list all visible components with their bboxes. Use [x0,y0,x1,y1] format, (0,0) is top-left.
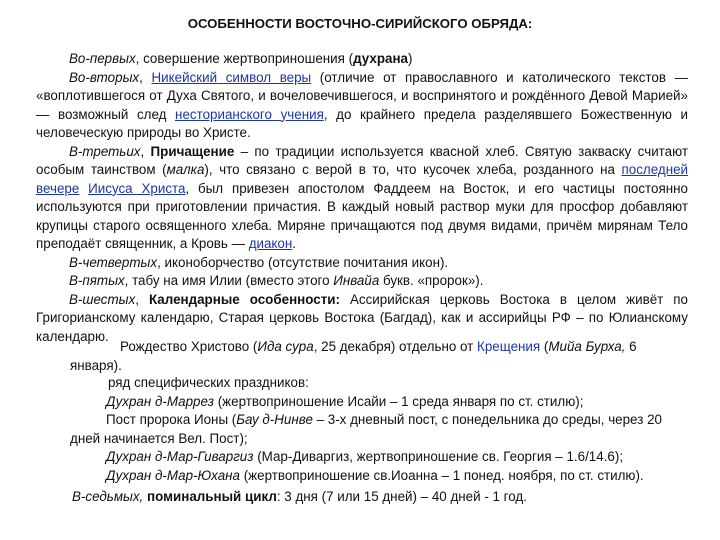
text: ( [540,339,549,354]
text: , был привезен апостолом Фаддеем на Восток, и его частицы постоянно используются при приготовлении причастия. В каждый новый раствор муки для просфор добавляют крупицы старого освященного хлеба. Миряне причащаются под двумя видами, причём мирянам Тело преподаёт священник, а Кровь — [36,180,688,251]
memorial-cycle [72,488,690,507]
term-memorial-cycle: поминальный цикл [147,489,277,504]
text: (жертвоприношение Исайи – 1 среда января по ст. стилю); [213,393,584,409]
text: Ассирийская церковь Востока в целом живёт по Григорианскому календарю, Старая церковь Востока (Багдад), как и ассирийцы РФ – по Юлианскому календарю. [36,291,688,344]
text: ) [407,51,413,66]
lead-seventh: В-седьмых, [72,489,144,504]
term-dukhran-marrez: Духран д-Маррез [106,393,214,409]
list-item-christmas [70,338,688,375]
text: ), что связано с верой в то, что кусочек хлеба, розданного на [204,162,622,177]
term-ida-sura: Ида сура [257,339,314,354]
list-item-jonah-fast [70,411,688,448]
text: (отличие от православного и католического текстов — «воплотившегося от Духа Святого, и вочеловечившегося, и воспринятого и рождённого Девой Марией» — возможный след [36,69,688,122]
link-jesus-christ[interactable]: Иисуса Христа [88,180,186,196]
term-communion: Причащение [150,143,235,159]
lead-first: Во-первых [69,51,136,66]
text: – по традиции используется квасной хлеб. Святую закваску считают особым таинством ( [36,143,688,177]
paragraph-fifth [36,272,688,291]
text: , табу на имя Илии (вместо этого [124,273,334,288]
text [79,181,88,196]
term-bau-ninve: Бау д-Нинве [236,412,313,427]
text: , совершение жертвоприношения ( [135,51,354,66]
main-text-block [36,50,688,346]
text: , до крайнего предела разделявшего Божественную и человеческую природы во Христе. [36,106,689,140]
list-item-special-holidays: ряд специфических праздников: [108,375,309,390]
lead-sixth: В-шестых [69,291,136,307]
paragraph-first [36,50,688,69]
lead-fifth: В-пятых [69,273,125,288]
text: , 25 декабря) отдельно от [313,339,478,354]
page-title: ОСОБЕННОСТИ ВОСТОЧНО-СИРИЙСКОГО ОБРЯДА: [187,16,533,31]
term-dukhrana: духрана [353,51,408,66]
text: : 3 дня (7 или 15 дней) – 40 дней - 1 год. [276,489,527,504]
term-miya-burkha: Мийа Бурха, [548,339,626,354]
link-deacon[interactable]: диакон [248,236,293,251]
paragraph-second [36,69,688,143]
text: (жертвоприношение св.Иоанна – 1 понед. ноября, по ст. стилю). [239,467,644,483]
list-item-maryez [70,393,688,412]
list-item-john [70,467,688,486]
text: , [135,291,149,307]
term-calendar: Календарные особенности: [148,291,340,307]
link-last-supper[interactable]: последней вечере [36,162,689,196]
text: , [139,69,152,85]
paragraph-third [36,143,688,254]
link-nestorian-teaching[interactable]: несторианского учения [175,106,324,122]
term-dukhran-mar-givargiz: Духран д-Мар-Гиваргиз [106,449,254,464]
term-malka: малка [166,162,205,177]
text: (Мар-Диваргиз, жертвоприношение св. Георгия – 1.6/14.6); [253,449,624,464]
text: , [140,143,151,159]
list-item-george [70,448,688,467]
link-nicene-creed[interactable]: Никейский символ веры [151,69,312,85]
paragraph-seventh [72,488,690,507]
lead-third: В-третьих [69,143,141,159]
text: 6 января). [70,339,637,373]
text: букв. «пророк»). [379,273,484,288]
text: . [292,236,297,251]
link-epiphany[interactable]: Крещения [477,339,541,354]
term-invaya: Инвайа [333,273,380,288]
text: , иконоборчество (отсутствие почитания икон). [157,254,449,270]
lead-second: Во-вторых [69,69,140,85]
holidays-list [70,338,688,375]
text: Рождество Христово ( [120,339,258,354]
holidays-list-2 [70,374,688,485]
paragraph-fourth [36,254,688,273]
lead-fourth: В-четвертых [69,254,158,270]
text: – 3-х дневный пост, с понедельника до среды, через 20 дней начинается Вел. Пост); [70,412,662,446]
text: Пост пророка Ионы ( [106,412,237,427]
term-dukhran-mar-yukhana: Духран д-Мар-Юхана [106,467,240,483]
